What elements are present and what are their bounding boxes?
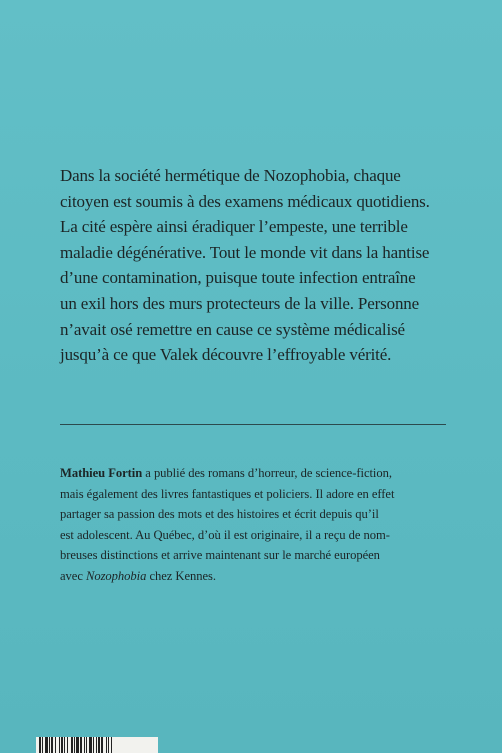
section-divider — [60, 424, 446, 425]
book-title: Nozophobia — [85, 568, 147, 583]
barcode-bar — [89, 737, 92, 753]
barcode-bar — [42, 737, 43, 753]
barcode-bar — [64, 737, 65, 753]
barcode-bar — [101, 737, 103, 753]
synopsis-line: La cité espère ainsi éradiquer l’empeste, une terrible — [60, 217, 408, 237]
barcode-bar — [84, 737, 85, 753]
barcode-bar — [39, 737, 41, 753]
synopsis-line: un exil hors des murs protecteurs de la ville. Personne — [60, 293, 420, 313]
bio-line: est adolescent. Au Québec, d’où il est originaire, il a reçu de nom- — [60, 527, 390, 542]
barcode-bar — [67, 737, 68, 753]
synopsis-line: jusqu’à ce que Valek découvre l’effroyable vérité. — [60, 345, 392, 365]
synopsis-paragraph — [60, 163, 448, 368]
barcode-bar — [86, 737, 87, 753]
bio-text: a publié des romans d’horreur, de science-fiction, — [142, 466, 392, 480]
author-bio — [60, 463, 452, 586]
barcode-bar — [55, 737, 56, 753]
barcode-bar — [45, 737, 48, 753]
bio-line: partager sa passion des mots et des histoires et écrit depuis qu’il — [60, 507, 379, 521]
barcode-bar — [80, 737, 82, 753]
barcode-bar — [96, 737, 97, 753]
bio-text: avec — [60, 568, 86, 583]
barcode-bar — [106, 737, 107, 753]
synopsis-line: Dans la société hermétique de Nozophobia, chaque — [60, 166, 401, 185]
barcode-bar — [93, 737, 94, 753]
barcode-bar — [49, 737, 50, 753]
barcode-bar — [76, 737, 79, 753]
bio-line: breuses distinctions et arrive maintenant sur le marché européen — [60, 548, 380, 562]
synopsis-line: maladie dégénérative. Tout le monde vit dans la hantise — [60, 242, 430, 262]
barcode-bar — [59, 737, 60, 753]
barcode-bar — [51, 737, 53, 753]
synopsis-line: n’avait osé remettre en cause ce système médicalisé — [60, 319, 405, 339]
barcode-icon — [36, 737, 158, 753]
bio-line — [60, 566, 452, 587]
barcode-bar — [74, 737, 75, 753]
barcode-bars — [36, 737, 158, 753]
barcode-bar — [98, 737, 100, 753]
barcode-bar — [111, 737, 112, 753]
author-name: Mathieu Fortin — [60, 466, 143, 480]
barcode-bar — [61, 737, 63, 753]
synopsis-line: d’une contamination, puisque toute infection entraîne — [60, 268, 416, 288]
barcode-bar — [71, 737, 73, 753]
synopsis-line: citoyen est soumis à des examens médicaux quotidiens. — [60, 191, 430, 211]
barcode-bar — [108, 737, 109, 753]
bio-line: mais également des livres fantastiques et policiers. Il adore en effet — [60, 486, 395, 501]
bio-text: chez Kennes. — [146, 568, 216, 583]
bio-line — [60, 463, 452, 484]
